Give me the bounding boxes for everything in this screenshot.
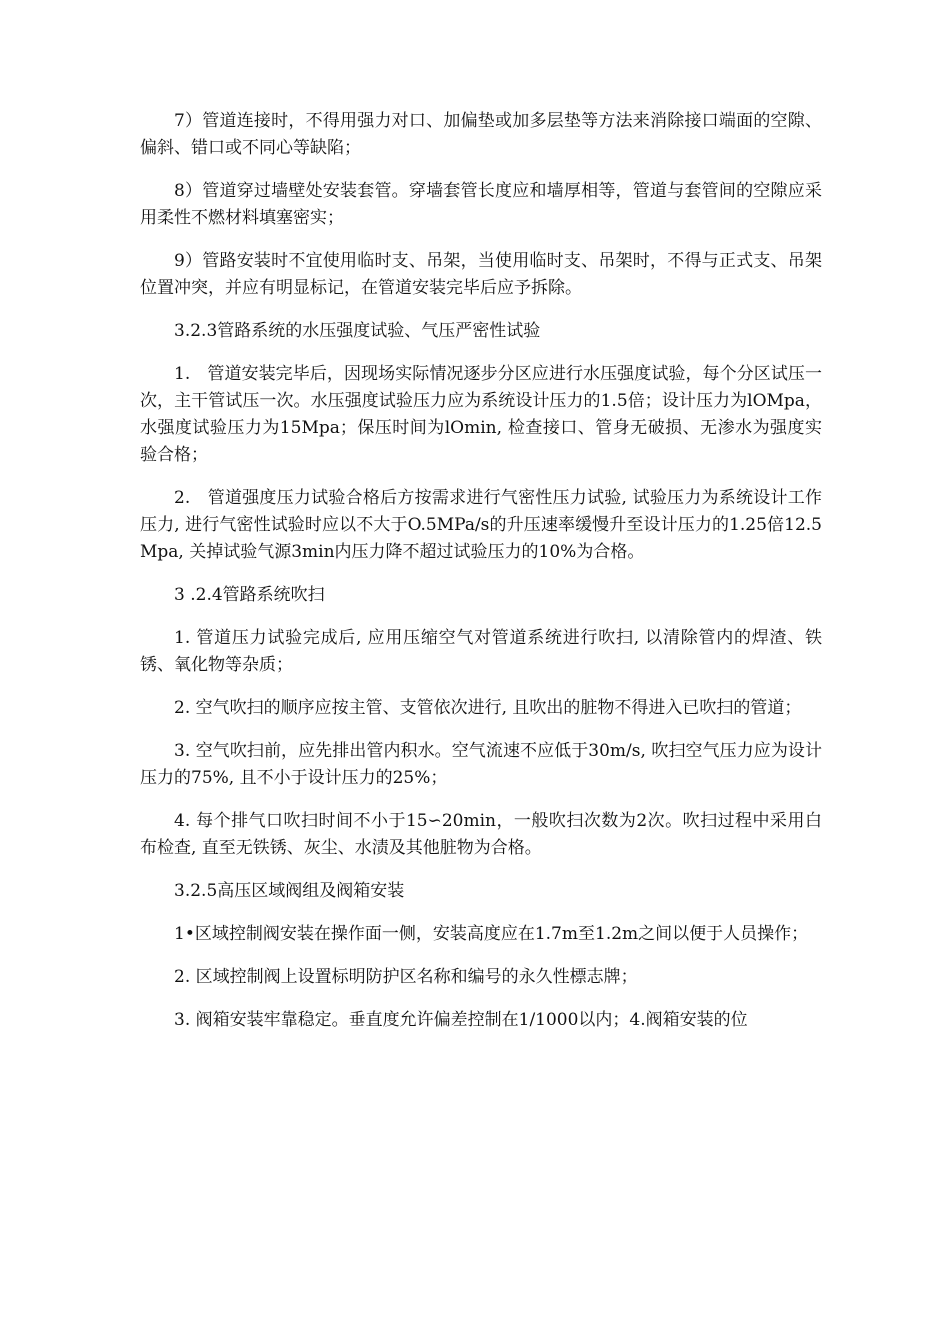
paragraph-valve-2: 2. 区域控制阀上设置标明防护区名称和编号的永久性標志牌； <box>174 967 638 987</box>
paragraph-purge-3: 3. 空气吹扫前，应先排出管内积水。空气流速不应低于30m/s, 吹扫空气压力应为设计压力的75%, 且不小于设计压力的25%； <box>140 741 822 788</box>
paragraph-valve-1: 1•区域控制阀安装在操作面一侧，安装高度应在1.7m至1.2m之间以便于人员操作； <box>174 924 809 944</box>
document-page <box>140 108 822 1050</box>
paragraph-purge-1: 1. 管道压力试验完成后, 应用压缩空气对管道系统进行吹扫, 以清除管内的焊渣、铁锈、氧化物等杂质； <box>140 628 822 675</box>
section-heading-3-2-3: 3.2.3管路系统的水压强度试验、气压严密性试验 <box>174 321 541 341</box>
section-heading-3-2-4: 3 .2.4管路系统吹扫 <box>174 585 325 605</box>
paragraph-item-8: 8）管道穿过墙壁处安装套管。穿墙套管长度应和墙厚相等，管道与套管间的空隙应采用柔性不燃材料填塞密实； <box>140 181 822 228</box>
paragraph-item-7: 7）管道连接时，不得用强力对口、加偏垫或加多层垫等方法来消除接口端面的空隙、偏斜、错口或不同心等缺陷； <box>140 111 822 158</box>
paragraph-valve-3: 3. 阀箱安装牢靠稳定。垂直度允许偏差控制在1/1000以内；4.阀箱安装的位 <box>174 1010 748 1030</box>
paragraph-pressure-test-2: 2. 管道强度压力试验合格后方按需求进行气密性压力试验, 试验压力为系统设计工作压力, 进行气密性试验时应以不大于O.5MPa/s的升压速率缓慢升至设计压力的1.25倍12.5Mpa, 关掉试验气源3min内压力降不超过试验压力的10%为合格。 <box>140 488 822 562</box>
paragraph-item-9: 9）管路安装时不宜使用临时支、吊架，当使用临时支、吊架时，不得与正式支、吊架位置冲突，并应有明显标记，在管道安装完毕后应予拆除。 <box>140 251 822 298</box>
paragraph-purge-2: 2. 空气吹扫的顺序应按主管、支管依次进行, 且吹出的脏物不得进入已吹扫的管道； <box>174 698 802 718</box>
paragraph-pressure-test-1: 1. 管道安装完毕后，因现场实际情况逐步分区应进行水压强度试验，每个分区试压一次，主干管试压一次。水压强度试验压力应为系统设计压力的1.5倍；设计压力为lOMpa，水强度试验压力为15Mpa；保压时间为lOmin, 检查接口、管身无破损、无渗水为强度实验合格； <box>140 364 822 465</box>
paragraph-purge-4: 4. 每个排气口吹扫时间不小于15∽20min，一般吹扫次数为2次。吹扫过程中采用白布检查, 直至无铁锈、灰尘、水渍及其他脏物为合格。 <box>140 811 822 858</box>
section-heading-3-2-5: 3.2.5高压区域阀组及阀箱安装 <box>174 881 405 901</box>
